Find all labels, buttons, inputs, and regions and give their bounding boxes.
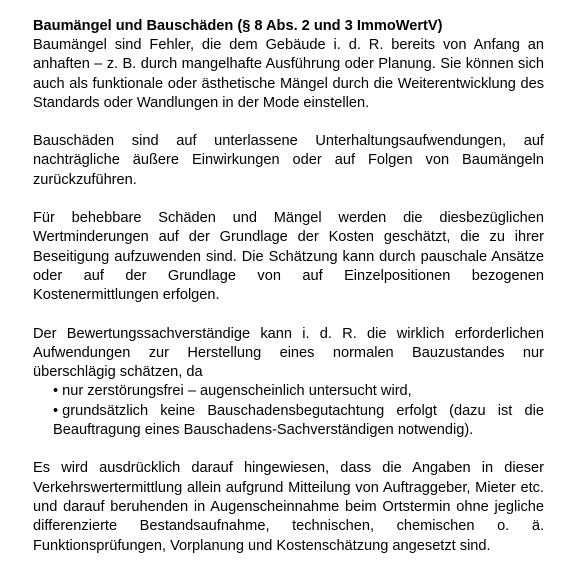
bullet-text: nur zerstörungsfrei – augenscheinlich untersucht wird, [62,383,412,400]
section-heading: Baumängel und Bauschäden (§ 8 Abs. 2 und 3 ImmoWertV) [33,18,443,34]
paragraph-wertminderung: Für behebbare Schäden und Mängel werden die diesbezüglichen Wertminderungen auf der Grundlage der Kosten geschätzt, die zu ihrer Beseitigung aufzuwenden sind. Die Schätzung kann durch pauschale Ansätze oder auf der Grundlage von auf Einzelpositionen bezogenen Kostenermittlungen erfolgen. [33,210,544,304]
paragraph-baumaengel: Baumängel sind Fehler, die dem Gebäude i. d. R. bereits von Anfang an anhaften – z. B. durch mangelhafte Ausführung oder Planung. Sie können sich auch als funktionale oder ästhetische Mängel durch die Weiterentwicklung des Standards oder Wandlungen in der Mode einstellen. [33,37,544,111]
bullet-icon: • [53,383,59,400]
bullet-item [53,402,544,441]
bullet-item [53,382,544,401]
bullet-text: grundsätzlich keine Bauschadensbegutachtung erfolgt (dazu ist die Beauftragung eines Bauschadens-Sachverständigen notwendig). [53,402,544,439]
bullet-icon: • [53,402,59,419]
bullet-list [33,382,544,440]
paragraph-hinweis: Es wird ausdrücklich darauf hingewiesen, dass die Angaben in dieser Verkehrswertermittlung allein aufgrund Mitteilung von Auftraggeber, Mieter etc. und darauf beruhenden in Augenscheinnahme beim Ortstermin ohne jegliche differenzierte Bestandsaufnahme, technischen, chemischen o. ä. Funktionsprüfungen, Vorplanung und Kostenschätzung angesetzt sind. [33,460,544,554]
paragraph-bauschaeden: Bauschäden sind auf unterlassene Unterhaltungsaufwendungen, auf nachträgliche äußere Einwirkungen oder auf Folgen von Baumängeln zurückzuführen. [33,133,544,188]
paragraph-sachverstaendige: Der Bewertungssachverständige kann i. d. R. die wirklich erforderlichen Aufwendungen zur Herstellung eines normalen Bauzustandes nur überschlägig schätzen, da [33,325,544,381]
